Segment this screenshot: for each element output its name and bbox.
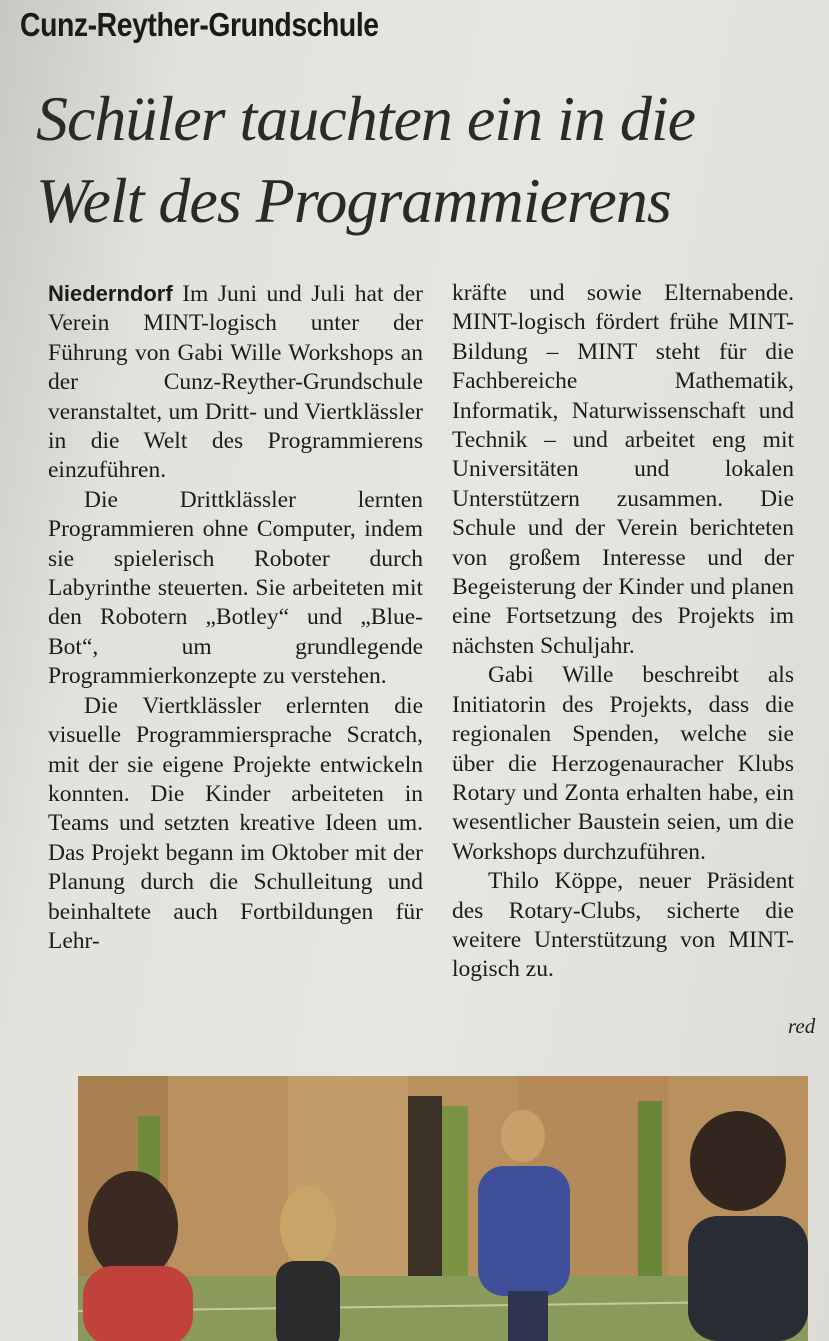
article-column-left: [48, 279, 423, 956]
paragraph: Gabi Wille beschreibt als Initiatorin des Projekts, dass die regionalen Spenden, welche sie über die Herzogenauracher Klubs Rotary und Zonta erhalten habe, ein wesentlicher Baustein seien, um die Workshops durchzuführen.: [452, 662, 794, 865]
paragraph: Die Drittklässler lernten Programmieren ohne Computer, indem sie spielerisch Roboter durch Labyrinthe steuerten. Sie arbeiteten mit den Robotern „Botley“ und „Blue-Bot“, um grundlegende Programmierkonzepte zu verstehen.: [48, 486, 423, 690]
article-photo: [78, 1076, 808, 1341]
article-headline: [36, 78, 816, 242]
author-initials: red: [788, 1014, 816, 1038]
paragraph: Die Viertklässler erlernten die visuelle Programmiersprache Scratch, mit der sie eigene Projekte entwickeln konnten. Die Kinder arbeiteten in Teams und setzten kreative Ideen um. Das Projekt begann im Oktober mit der Planung durch die Schulleitung und beinhaltete auch Fortbildungen für Lehr-: [48, 692, 423, 954]
paragraph-text: Im Juni und Juli hat der Verein MINT-logisch unter der Führung von Gabi Wille Workshops an der Cunz-Reyther-Grundschule veranstaltet, um Dritt- und Viertklässler in die Welt des Programmierens einzuführen.: [48, 281, 424, 484]
dateline: Niederndorf: [48, 281, 173, 306]
paragraph: Thilo Köppe, neuer Präsident des Rotary-Clubs, sicherte die weitere Unterstützung von MINT-logisch zu.: [452, 868, 794, 983]
section-kicker: Cunz-Reyther-Grundschule: [20, 6, 379, 43]
paragraph: [48, 279, 423, 486]
paragraph: kräfte und sowie Elternabende. MINT-logisch fördert frühe MINT-Bildung – MINT steht für die Fachbereiche Mathematik, Informatik, Naturwissenschaft und Technik – und arbeitet eng mit Universitäten und lokalen Unterstützern zusammen. Die Schule und der Verein berichteten von großem Interesse und der Begeisterung der Kinder und planen eine Fortsetzung des Projekts im nächsten Schuljahr.: [452, 280, 794, 659]
photo-illustration: [78, 1076, 808, 1341]
headline-line-1: Schüler tauchten ein in die: [36, 83, 696, 154]
article-column-right: [452, 279, 794, 985]
headline-line-2: Welt des Programmierens: [36, 165, 671, 236]
